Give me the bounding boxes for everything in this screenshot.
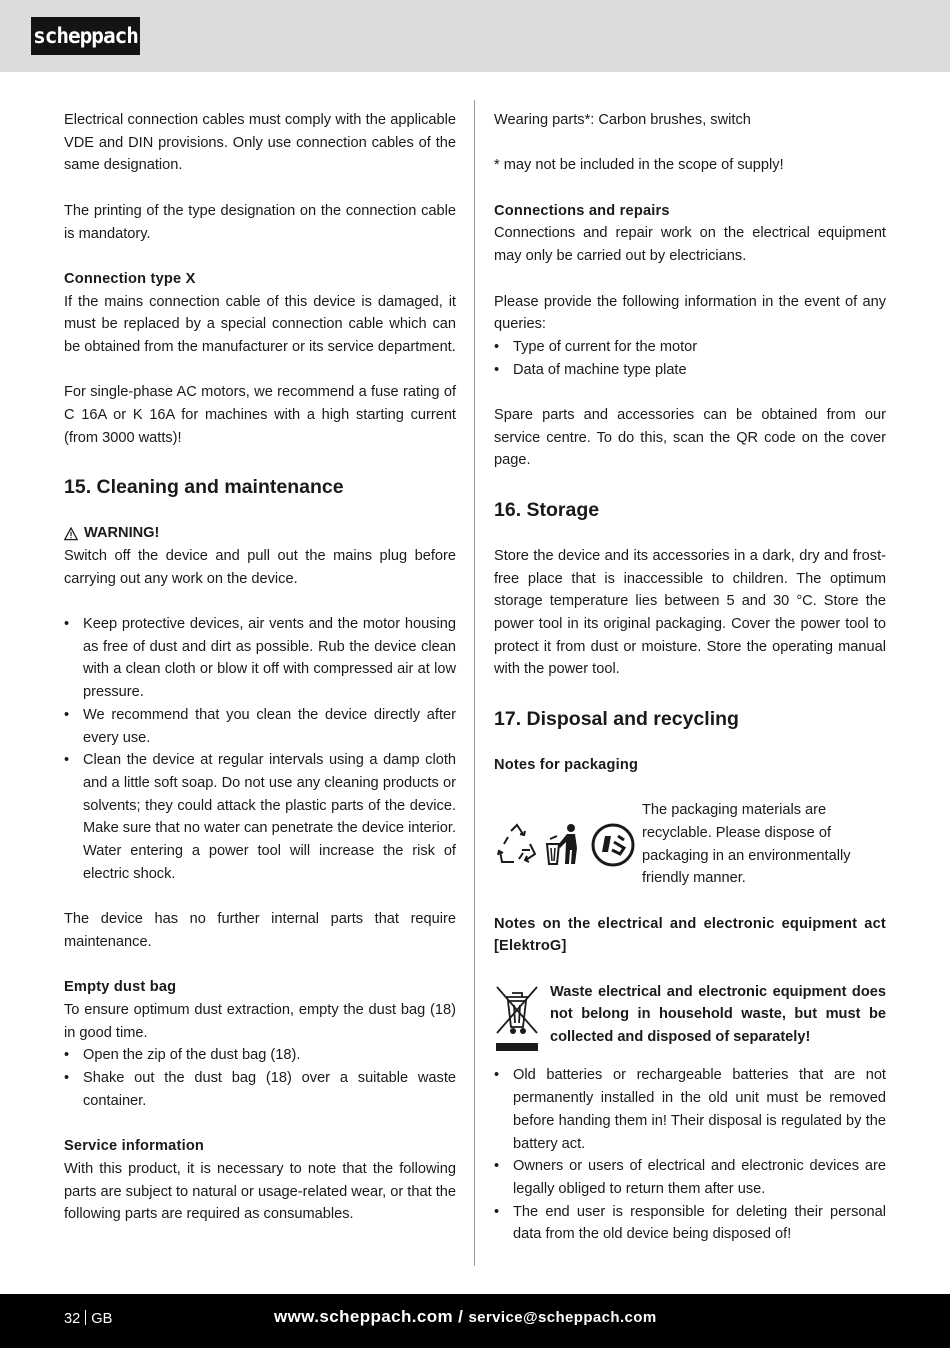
supply-footnote: * may not be included in the scope of supply! — [494, 157, 784, 174]
cleaning-list — [64, 613, 456, 885]
paragraph-connection-cables: Electrical connection cables must comply with the applicable VDE and DIN provisions. Only use connection cables of the same designation. — [64, 112, 456, 174]
list-item: • Data of machine type plate — [494, 359, 886, 382]
queries-list — [494, 336, 886, 381]
list-item: • The end user is responsible for deleting their personal data from the old device being disposed of! — [494, 1201, 886, 1246]
service-info-text: With this product, it is necessary to note that the following parts are subject to natural or usage-related wear, or that the following parts are required as consumables. — [64, 1160, 456, 1223]
connection-type-x-heading: Connection type X — [64, 270, 196, 287]
recycle-icon — [494, 822, 540, 868]
right-column — [494, 109, 886, 1246]
weee-notice: Waste electrical and electronic equipment does not belong in household waste, but must be collected and disposed of separately! — [550, 983, 886, 1046]
wearing-parts: Wearing parts*: Carbon brushes, switch — [494, 112, 751, 128]
list-item: • Owners or users of electrical and electronic devices are legally obliged to return them after use. — [494, 1155, 886, 1200]
paragraph-type-designation: The printing of the type designation on the connection cable is mandatory. — [64, 202, 456, 242]
brand-logo: scheppach — [31, 17, 140, 55]
repairs-block — [494, 200, 886, 268]
packaging-heading-block — [494, 754, 886, 777]
queries-text: Please provide the following information in the event of any queries: — [494, 293, 886, 333]
connection-type-x-text: If the mains connection cable of this device is damaged, it must be replaced by a special connection cable which can be obtained from the manufacturer or its service department. — [64, 293, 456, 355]
list-item: • Shake out the dust bag (18) over a suitable waste container. — [64, 1067, 456, 1112]
section-17-heading: 17. Disposal and recycling — [494, 707, 739, 730]
list-item: • Type of current for the motor — [494, 336, 886, 359]
paragraph-no-internal-parts: The device has no further internal parts that require maintenance. — [64, 911, 456, 950]
connection-type-x-block — [64, 268, 456, 359]
dust-bag-heading: Empty dust bag — [64, 979, 177, 996]
page-number: 32 — [64, 1311, 81, 1327]
paragraph-fuse-rating: For single-phase AC motors, we recommend a fuse rating of C 16A or K 16A for machines with a high starting current (from 3000 watts)! — [64, 384, 456, 446]
dust-bag-block — [64, 976, 456, 1044]
warning-label: WARNING! — [84, 525, 160, 542]
page-indicator — [64, 1310, 112, 1327]
warning-block — [64, 522, 456, 590]
weee-list — [494, 1064, 886, 1246]
footer-slash: / — [453, 1307, 469, 1326]
repairs-heading: Connections and repairs — [494, 202, 670, 219]
email-link[interactable]: service@scheppach.com — [468, 1309, 657, 1326]
packaging-recycle-icon — [590, 822, 636, 868]
list-item: • Keep protective devices, air vents and the motor housing as free of dust and dirt as possible. Rub the device clean with a clean cloth or blow it off with compressed air at low pressure. — [64, 613, 456, 704]
storage-text: Store the device and its accessories in a dark, dry and frost-free place that is inaccessible to children. The optimum storage temperature lies between 5 and 30 °C. Store the power tool in its original packaging. Cover the power tool to protect it from dust or moisture. Store the operating manual with the power tool. — [494, 547, 886, 678]
elektrog-heading: Notes on the electrical and electronic equipment act [ElektroG] — [494, 915, 886, 955]
footer-bar — [0, 1294, 950, 1348]
elektrog-block — [494, 913, 886, 958]
warning-heading — [64, 522, 456, 545]
list-item: • Old batteries or rechargeable batteries that are not permanently installed in the old unit must be removed before handing them in! Their disposal is regulated by the battery act. — [494, 1064, 886, 1155]
packaging-text: The packaging materials are recyclable. Please dispose of packaging in an environmentally friendly manner. — [642, 802, 851, 887]
repairs-text: Connections and repair work on the electrical equipment may only be carried out by electricians. — [494, 225, 886, 265]
packaging-heading: Notes for packaging — [494, 756, 639, 773]
service-info-heading: Service information — [64, 1138, 205, 1155]
service-info-block — [64, 1135, 456, 1226]
packaging-icons — [494, 799, 636, 890]
dust-bag-list — [64, 1044, 456, 1112]
language-code: GB — [91, 1311, 113, 1327]
footer-separator — [85, 1310, 86, 1325]
list-item: • Clean the device at regular intervals using a damp cloth and a little soft soap. Do not use any cleaning products or solvents; they could attack the plastic parts of the device. Make sure that no water can penetrate the device interior. Water entering a power tool will increase the risk of electric shock. — [64, 749, 456, 885]
dust-bag-text: To ensure optimum dust extraction, empty the dust bag (18) in good time. — [64, 1001, 456, 1041]
spare-parts-text: Spare parts and accessories can be obtained from our service centre. To do this, scan the QR code on the cover page. — [494, 407, 886, 469]
list-item: • We recommend that you clean the device directly after every use. — [64, 704, 456, 749]
list-item: • Open the zip of the dust bag (18). — [64, 1044, 456, 1067]
warning-text: Switch off the device and pull out the mains plug before carrying out any work on the device. — [64, 547, 456, 587]
left-column — [64, 109, 456, 1226]
footer-links — [274, 1307, 657, 1327]
weee-icon-wrap — [494, 981, 540, 1065]
column-divider — [474, 100, 475, 1266]
crossed-bin-icon — [494, 983, 540, 1057]
section-15-heading: 15. Cleaning and maintenance — [64, 476, 344, 499]
website-link[interactable]: www.scheppach.com — [274, 1307, 454, 1326]
weee-block — [494, 981, 886, 1065]
warning-triangle-icon — [64, 527, 78, 541]
packaging-block — [494, 799, 886, 890]
tidyman-bin-icon — [544, 822, 586, 868]
section-16-heading: 16. Storage — [494, 498, 600, 521]
header-bar — [0, 0, 950, 72]
